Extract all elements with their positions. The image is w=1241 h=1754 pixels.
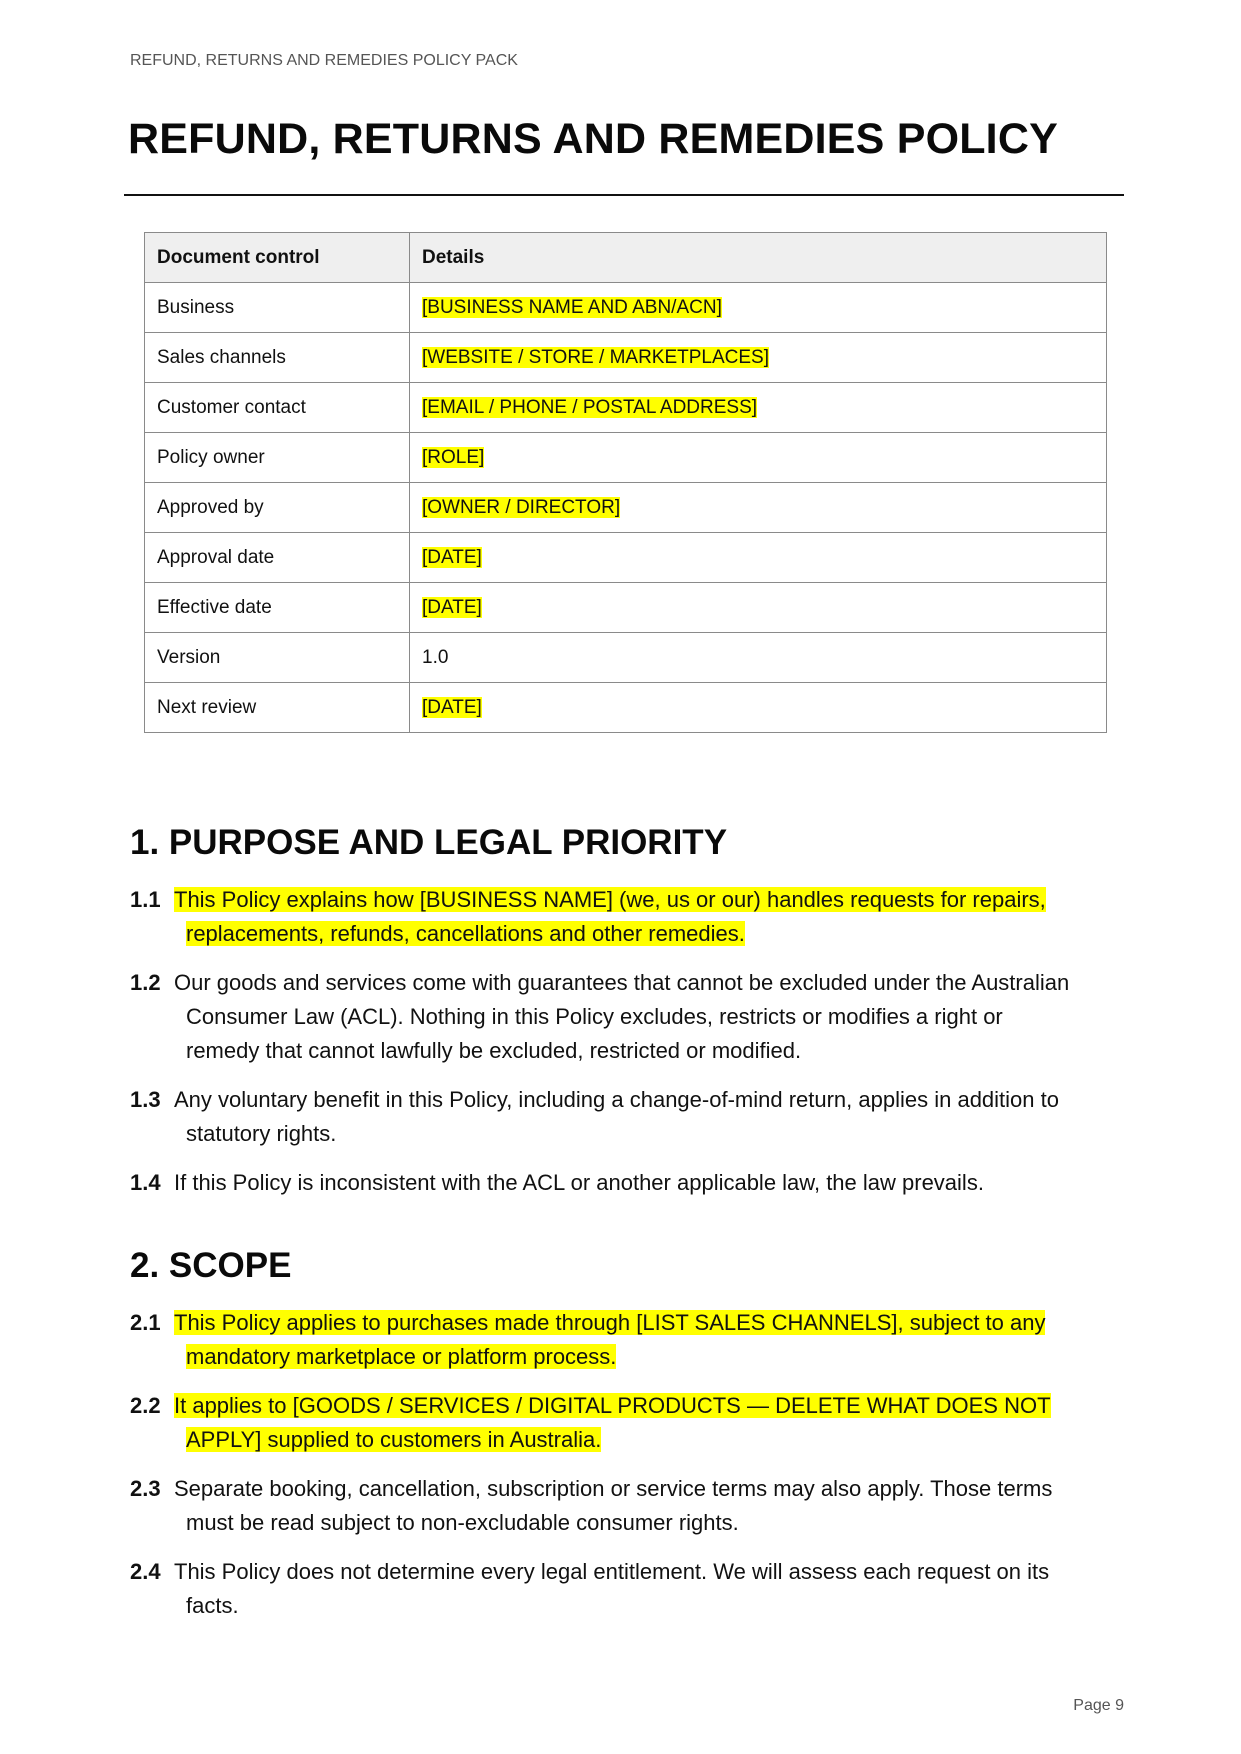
section-scope [130, 1246, 1120, 1638]
clause-text [174, 1083, 1059, 1151]
clause-number: 1.3 [130, 1087, 161, 1112]
clause-line: Our goods and services come with guarantees that cannot be excluded under the Australian [174, 970, 1070, 995]
table-row [145, 683, 1107, 733]
clause-1-4 [130, 1166, 1120, 1200]
clause-line: statutory rights. [186, 1121, 337, 1146]
clause-text [174, 1306, 1045, 1374]
clause-line: If this Policy is inconsistent with the ACL or another applicable law, the law prevails. [174, 1170, 984, 1195]
column-header-document-control: Document control [145, 233, 410, 283]
highlighted-text: It applies to [GOODS / SERVICES / DIGITAL PRODUCTS — DELETE WHAT DOES NOT [174, 1393, 1051, 1418]
table-cell-label: Sales channels [145, 333, 410, 383]
clause-number: 2.3 [130, 1476, 161, 1501]
running-header: REFUND, RETURNS AND REMEDIES POLICY PACK [130, 52, 518, 69]
highlighted-text: APPLY] supplied to customers in Australia. [186, 1427, 602, 1452]
clause-number: 2.4 [130, 1559, 161, 1584]
placeholder-value: [DATE] [422, 696, 482, 718]
clause-list [130, 883, 1120, 1200]
clause-1-2 [130, 966, 1120, 1068]
clause-text [174, 1166, 984, 1200]
table-header-row [145, 233, 1107, 283]
placeholder-value: [BUSINESS NAME AND ABN/ACN] [422, 296, 722, 318]
table-row [145, 483, 1107, 533]
table-cell-label: Approval date [145, 533, 410, 583]
clause-2-1 [130, 1306, 1120, 1374]
clause-2-2 [130, 1389, 1120, 1457]
clause-number: 1.1 [130, 887, 161, 912]
table-cell-label: Approved by [145, 483, 410, 533]
clause-text [174, 966, 1069, 1068]
placeholder-value: [OWNER / DIRECTOR] [422, 496, 621, 518]
highlighted-text: mandatory marketplace or platform process. [186, 1344, 617, 1369]
clause-2-4 [130, 1555, 1120, 1623]
placeholder-value: [EMAIL / PHONE / POSTAL ADDRESS] [422, 396, 758, 418]
clause-line: Consumer Law (ACL). Nothing in this Policy excludes, restricts or modifies a right or [186, 1004, 1003, 1029]
document-title: REFUND, RETURNS AND REMEDIES POLICY [128, 115, 1058, 163]
table-cell-label: Next review [145, 683, 410, 733]
table-row [145, 533, 1107, 583]
clause-1-1 [130, 883, 1120, 951]
section-heading: 1. PURPOSE AND LEGAL PRIORITY [130, 823, 728, 862]
table-cell-value [410, 633, 1107, 683]
clause-text [174, 1472, 1052, 1540]
clause-text [174, 1389, 1051, 1457]
table-row [145, 583, 1107, 633]
table-row [145, 433, 1107, 483]
clause-line [174, 887, 1046, 912]
column-header-details: Details [410, 233, 1107, 283]
clause-number: 2.2 [130, 1393, 161, 1418]
table-cell-value [410, 383, 1107, 433]
highlighted-text: This Policy explains how [BUSINESS NAME] (we, us or our) handles requests for repairs, [174, 887, 1046, 912]
clause-text [174, 1555, 1049, 1623]
clause-list [130, 1306, 1120, 1623]
clause-line: facts. [186, 1593, 239, 1618]
clause-line [174, 1423, 1051, 1457]
table-cell-value [410, 433, 1107, 483]
placeholder-value: [DATE] [422, 596, 482, 618]
clause-line [174, 917, 1046, 951]
clause-line [174, 1393, 1051, 1418]
highlighted-text: This Policy applies to purchases made through [LIST SALES CHANNELS], subject to any [174, 1310, 1046, 1335]
clause-number: 1.2 [130, 970, 161, 995]
table-cell-label: Version [145, 633, 410, 683]
clause-line: must be read subject to non-excludable consumer rights. [186, 1510, 739, 1535]
table-cell-label: Business [145, 283, 410, 333]
table-cell-value [410, 533, 1107, 583]
clause-number: 2.1 [130, 1310, 161, 1335]
clause-line: remedy that cannot lawfully be excluded, restricted or modified. [186, 1038, 802, 1063]
table-cell-label: Effective date [145, 583, 410, 633]
clause-2-3 [130, 1472, 1120, 1540]
table-cell-value [410, 683, 1107, 733]
section-purpose-and-legal-priority [130, 823, 1120, 1215]
document-control-table [144, 232, 1107, 733]
clause-1-3 [130, 1083, 1120, 1151]
table-row [145, 633, 1107, 683]
field-value: 1.0 [422, 646, 449, 668]
table-row [145, 333, 1107, 383]
page-number: Page 9 [1073, 1697, 1124, 1714]
table-cell-label: Customer contact [145, 383, 410, 433]
table-cell-value [410, 583, 1107, 633]
table-cell-value [410, 333, 1107, 383]
table-body [145, 283, 1107, 733]
table-cell-label: Policy owner [145, 433, 410, 483]
highlighted-text: replacements, refunds, cancellations and other remedies. [186, 921, 745, 946]
clause-line: Any voluntary benefit in this Policy, including a change-of-mind return, applies in addition to [174, 1087, 1059, 1112]
table-row [145, 383, 1107, 433]
section-heading: 2. SCOPE [130, 1246, 292, 1285]
table-cell-value [410, 283, 1107, 333]
clause-number: 1.4 [130, 1170, 161, 1195]
clause-text [174, 883, 1046, 951]
clause-line [174, 1310, 1045, 1335]
clause-line: This Policy does not determine every legal entitlement. We will assess each request on its [174, 1559, 1050, 1584]
clause-line: Separate booking, cancellation, subscription or service terms may also apply. Those terms [174, 1476, 1053, 1501]
placeholder-value: [WEBSITE / STORE / MARKETPLACES] [422, 346, 770, 368]
placeholder-value: [DATE] [422, 546, 482, 568]
table-cell-value [410, 483, 1107, 533]
clause-line [174, 1340, 1045, 1374]
table-row [145, 283, 1107, 333]
title-divider [124, 194, 1124, 196]
placeholder-value: [ROLE] [422, 446, 485, 468]
